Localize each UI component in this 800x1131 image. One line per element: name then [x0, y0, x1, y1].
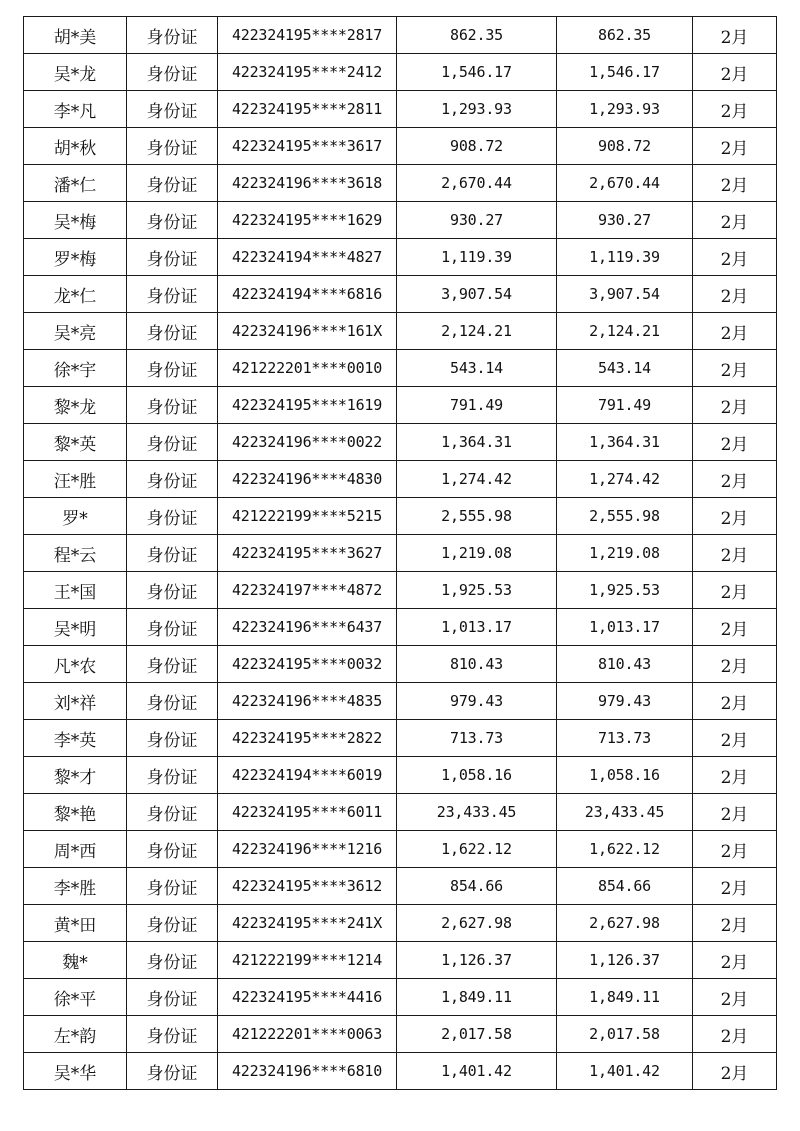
- name-cell: 黎*才: [24, 757, 127, 794]
- id-type-cell: 身份证: [127, 424, 218, 461]
- table-row: [24, 868, 777, 905]
- id-number-cell: 422324196****3618: [218, 165, 397, 202]
- month-cell: 2月: [693, 535, 777, 572]
- id-type-cell: 身份证: [127, 683, 218, 720]
- actual-amount-cell: 2,124.21: [557, 313, 693, 350]
- table-body: [24, 17, 777, 1090]
- id-number-cell: 422324195****241X: [218, 905, 397, 942]
- month-cell: 2月: [693, 757, 777, 794]
- id-number-cell: 421222199****1214: [218, 942, 397, 979]
- amount-cell: 3,907.54: [397, 276, 557, 313]
- id-number-cell: 422324195****3627: [218, 535, 397, 572]
- actual-amount-cell: 1,401.42: [557, 1053, 693, 1090]
- amount-cell: 908.72: [397, 128, 557, 165]
- month-cell: 2月: [693, 646, 777, 683]
- actual-amount-cell: 810.43: [557, 646, 693, 683]
- payment-table-container: [23, 16, 777, 1090]
- amount-cell: 1,849.11: [397, 979, 557, 1016]
- actual-amount-cell: 1,126.37: [557, 942, 693, 979]
- id-type-cell: 身份证: [127, 757, 218, 794]
- id-number-cell: 422324195****3617: [218, 128, 397, 165]
- name-cell: 黎*艳: [24, 794, 127, 831]
- month-cell: 2月: [693, 276, 777, 313]
- table-row: [24, 794, 777, 831]
- id-number-cell: 422324195****0032: [218, 646, 397, 683]
- month-cell: 2月: [693, 498, 777, 535]
- actual-amount-cell: 1,546.17: [557, 54, 693, 91]
- table-row: [24, 498, 777, 535]
- table-row: [24, 720, 777, 757]
- table-row: [24, 609, 777, 646]
- table-row: [24, 350, 777, 387]
- month-cell: 2月: [693, 794, 777, 831]
- id-number-cell: 421222201****0010: [218, 350, 397, 387]
- id-type-cell: 身份证: [127, 350, 218, 387]
- actual-amount-cell: 979.43: [557, 683, 693, 720]
- amount-cell: 854.66: [397, 868, 557, 905]
- name-cell: 汪*胜: [24, 461, 127, 498]
- name-cell: 左*韵: [24, 1016, 127, 1053]
- table-row: [24, 535, 777, 572]
- id-number-cell: 422324195****2817: [218, 17, 397, 54]
- amount-cell: 1,013.17: [397, 609, 557, 646]
- month-cell: 2月: [693, 202, 777, 239]
- id-type-cell: 身份证: [127, 1016, 218, 1053]
- name-cell: 罗*梅: [24, 239, 127, 276]
- id-number-cell: 422324196****1216: [218, 831, 397, 868]
- amount-cell: 1,364.31: [397, 424, 557, 461]
- amount-cell: 713.73: [397, 720, 557, 757]
- name-cell: 凡*农: [24, 646, 127, 683]
- actual-amount-cell: 3,907.54: [557, 276, 693, 313]
- table-row: [24, 202, 777, 239]
- name-cell: 程*云: [24, 535, 127, 572]
- id-type-cell: 身份证: [127, 54, 218, 91]
- id-type-cell: 身份证: [127, 609, 218, 646]
- name-cell: 周*西: [24, 831, 127, 868]
- id-type-cell: 身份证: [127, 905, 218, 942]
- amount-cell: 930.27: [397, 202, 557, 239]
- actual-amount-cell: 1,274.42: [557, 461, 693, 498]
- table-row: [24, 17, 777, 54]
- table-row: [24, 979, 777, 1016]
- table-row: [24, 1053, 777, 1090]
- table-row: [24, 683, 777, 720]
- id-number-cell: 422324194****6019: [218, 757, 397, 794]
- actual-amount-cell: 1,925.53: [557, 572, 693, 609]
- id-type-cell: 身份证: [127, 979, 218, 1016]
- actual-amount-cell: 1,219.08: [557, 535, 693, 572]
- actual-amount-cell: 2,555.98: [557, 498, 693, 535]
- name-cell: 魏*: [24, 942, 127, 979]
- id-type-cell: 身份证: [127, 942, 218, 979]
- actual-amount-cell: 930.27: [557, 202, 693, 239]
- month-cell: 2月: [693, 868, 777, 905]
- id-number-cell: 422324196****6437: [218, 609, 397, 646]
- table-row: [24, 1016, 777, 1053]
- name-cell: 罗*: [24, 498, 127, 535]
- table-row: [24, 831, 777, 868]
- table-row: [24, 239, 777, 276]
- month-cell: 2月: [693, 461, 777, 498]
- month-cell: 2月: [693, 572, 777, 609]
- amount-cell: 979.43: [397, 683, 557, 720]
- month-cell: 2月: [693, 424, 777, 461]
- month-cell: 2月: [693, 683, 777, 720]
- id-type-cell: 身份证: [127, 646, 218, 683]
- month-cell: 2月: [693, 128, 777, 165]
- id-number-cell: 422324194****4827: [218, 239, 397, 276]
- name-cell: 李*英: [24, 720, 127, 757]
- actual-amount-cell: 908.72: [557, 128, 693, 165]
- table-row: [24, 54, 777, 91]
- id-type-cell: 身份证: [127, 128, 218, 165]
- actual-amount-cell: 713.73: [557, 720, 693, 757]
- table-row: [24, 91, 777, 128]
- amount-cell: 1,274.42: [397, 461, 557, 498]
- id-type-cell: 身份证: [127, 17, 218, 54]
- month-cell: 2月: [693, 609, 777, 646]
- id-number-cell: 422324195****4416: [218, 979, 397, 1016]
- name-cell: 胡*秋: [24, 128, 127, 165]
- amount-cell: 2,124.21: [397, 313, 557, 350]
- amount-cell: 1,119.39: [397, 239, 557, 276]
- month-cell: 2月: [693, 17, 777, 54]
- actual-amount-cell: 1,293.93: [557, 91, 693, 128]
- table-row: [24, 165, 777, 202]
- amount-cell: 23,433.45: [397, 794, 557, 831]
- id-number-cell: 421222199****5215: [218, 498, 397, 535]
- amount-cell: 1,126.37: [397, 942, 557, 979]
- actual-amount-cell: 854.66: [557, 868, 693, 905]
- amount-cell: 1,293.93: [397, 91, 557, 128]
- actual-amount-cell: 862.35: [557, 17, 693, 54]
- actual-amount-cell: 1,622.12: [557, 831, 693, 868]
- month-cell: 2月: [693, 54, 777, 91]
- id-type-cell: 身份证: [127, 572, 218, 609]
- actual-amount-cell: 1,058.16: [557, 757, 693, 794]
- table-row: [24, 387, 777, 424]
- amount-cell: 2,555.98: [397, 498, 557, 535]
- id-type-cell: 身份证: [127, 313, 218, 350]
- id-type-cell: 身份证: [127, 276, 218, 313]
- id-type-cell: 身份证: [127, 1053, 218, 1090]
- amount-cell: 1,546.17: [397, 54, 557, 91]
- actual-amount-cell: 2,670.44: [557, 165, 693, 202]
- id-number-cell: 422324195****2822: [218, 720, 397, 757]
- table-row: [24, 942, 777, 979]
- name-cell: 徐*平: [24, 979, 127, 1016]
- month-cell: 2月: [693, 313, 777, 350]
- table-row: [24, 128, 777, 165]
- amount-cell: 810.43: [397, 646, 557, 683]
- id-number-cell: 422324196****0022: [218, 424, 397, 461]
- name-cell: 黄*田: [24, 905, 127, 942]
- amount-cell: 2,627.98: [397, 905, 557, 942]
- id-type-cell: 身份证: [127, 498, 218, 535]
- actual-amount-cell: 2,017.58: [557, 1016, 693, 1053]
- actual-amount-cell: 543.14: [557, 350, 693, 387]
- table-row: [24, 572, 777, 609]
- actual-amount-cell: 2,627.98: [557, 905, 693, 942]
- actual-amount-cell: 1,849.11: [557, 979, 693, 1016]
- payment-table: [23, 16, 777, 1090]
- name-cell: 吴*明: [24, 609, 127, 646]
- month-cell: 2月: [693, 350, 777, 387]
- name-cell: 刘*祥: [24, 683, 127, 720]
- actual-amount-cell: 791.49: [557, 387, 693, 424]
- name-cell: 龙*仁: [24, 276, 127, 313]
- month-cell: 2月: [693, 720, 777, 757]
- id-type-cell: 身份证: [127, 794, 218, 831]
- id-type-cell: 身份证: [127, 535, 218, 572]
- amount-cell: 2,670.44: [397, 165, 557, 202]
- amount-cell: 1,219.08: [397, 535, 557, 572]
- table-row: [24, 276, 777, 313]
- name-cell: 胡*美: [24, 17, 127, 54]
- month-cell: 2月: [693, 387, 777, 424]
- actual-amount-cell: 1,119.39: [557, 239, 693, 276]
- id-number-cell: 422324195****6011: [218, 794, 397, 831]
- id-number-cell: 422324196****4830: [218, 461, 397, 498]
- table-row: [24, 757, 777, 794]
- name-cell: 吴*龙: [24, 54, 127, 91]
- id-number-cell: 422324195****1629: [218, 202, 397, 239]
- name-cell: 吴*华: [24, 1053, 127, 1090]
- name-cell: 李*凡: [24, 91, 127, 128]
- id-type-cell: 身份证: [127, 165, 218, 202]
- id-number-cell: 421222201****0063: [218, 1016, 397, 1053]
- id-type-cell: 身份证: [127, 868, 218, 905]
- name-cell: 吴*亮: [24, 313, 127, 350]
- amount-cell: 1,925.53: [397, 572, 557, 609]
- actual-amount-cell: 23,433.45: [557, 794, 693, 831]
- month-cell: 2月: [693, 979, 777, 1016]
- name-cell: 黎*英: [24, 424, 127, 461]
- actual-amount-cell: 1,013.17: [557, 609, 693, 646]
- id-number-cell: 422324197****4872: [218, 572, 397, 609]
- id-number-cell: 422324196****161X: [218, 313, 397, 350]
- month-cell: 2月: [693, 1053, 777, 1090]
- amount-cell: 1,401.42: [397, 1053, 557, 1090]
- month-cell: 2月: [693, 942, 777, 979]
- id-type-cell: 身份证: [127, 831, 218, 868]
- month-cell: 2月: [693, 905, 777, 942]
- id-type-cell: 身份证: [127, 387, 218, 424]
- id-type-cell: 身份证: [127, 239, 218, 276]
- id-number-cell: 422324195****1619: [218, 387, 397, 424]
- actual-amount-cell: 1,364.31: [557, 424, 693, 461]
- month-cell: 2月: [693, 239, 777, 276]
- id-type-cell: 身份证: [127, 91, 218, 128]
- name-cell: 李*胜: [24, 868, 127, 905]
- id-number-cell: 422324194****6816: [218, 276, 397, 313]
- month-cell: 2月: [693, 1016, 777, 1053]
- id-type-cell: 身份证: [127, 461, 218, 498]
- name-cell: 王*国: [24, 572, 127, 609]
- amount-cell: 1,622.12: [397, 831, 557, 868]
- table-row: [24, 646, 777, 683]
- name-cell: 潘*仁: [24, 165, 127, 202]
- id-number-cell: 422324195****2811: [218, 91, 397, 128]
- name-cell: 吴*梅: [24, 202, 127, 239]
- month-cell: 2月: [693, 91, 777, 128]
- id-number-cell: 422324196****6810: [218, 1053, 397, 1090]
- amount-cell: 862.35: [397, 17, 557, 54]
- month-cell: 2月: [693, 831, 777, 868]
- table-row: [24, 905, 777, 942]
- table-row: [24, 461, 777, 498]
- name-cell: 徐*宇: [24, 350, 127, 387]
- id-number-cell: 422324196****4835: [218, 683, 397, 720]
- id-number-cell: 422324195****3612: [218, 868, 397, 905]
- table-row: [24, 424, 777, 461]
- month-cell: 2月: [693, 165, 777, 202]
- table-row: [24, 313, 777, 350]
- id-type-cell: 身份证: [127, 202, 218, 239]
- amount-cell: 2,017.58: [397, 1016, 557, 1053]
- id-type-cell: 身份证: [127, 720, 218, 757]
- id-number-cell: 422324195****2412: [218, 54, 397, 91]
- amount-cell: 791.49: [397, 387, 557, 424]
- amount-cell: 543.14: [397, 350, 557, 387]
- amount-cell: 1,058.16: [397, 757, 557, 794]
- name-cell: 黎*龙: [24, 387, 127, 424]
